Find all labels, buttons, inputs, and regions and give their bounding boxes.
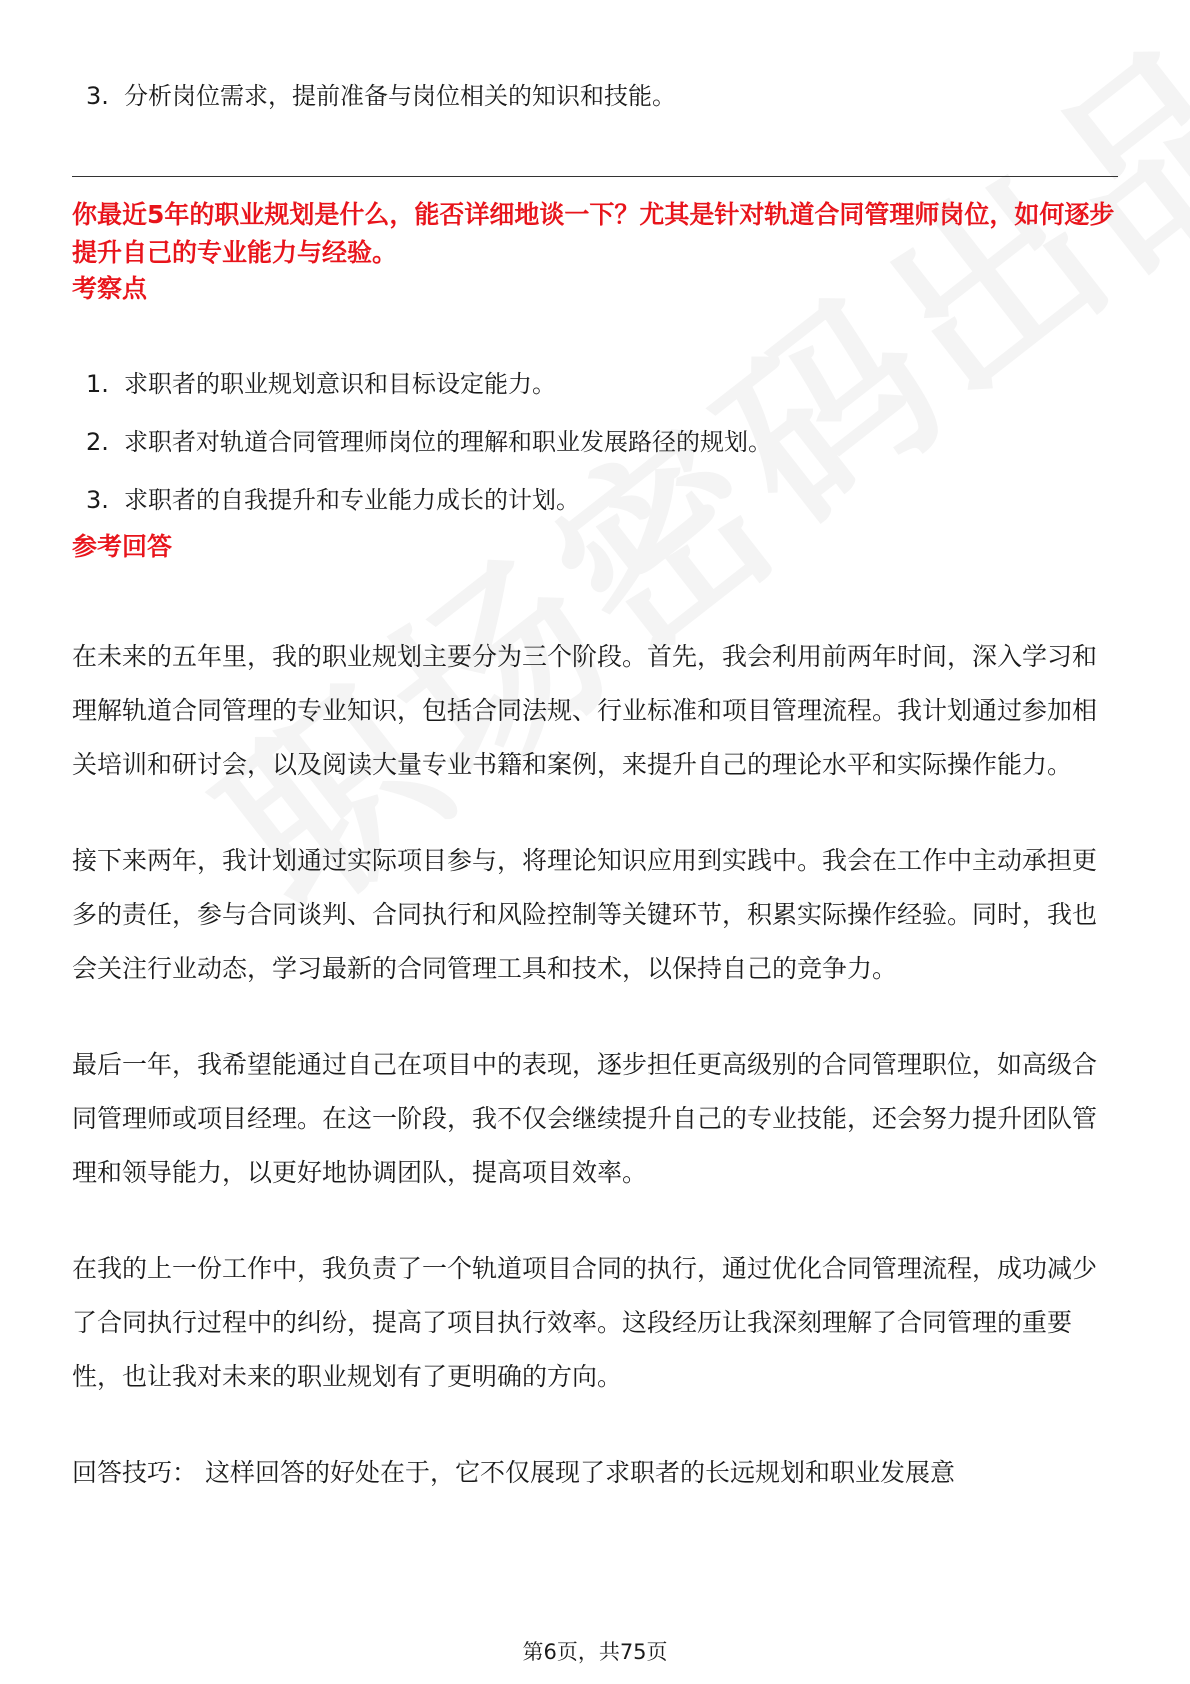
list-text: 分析岗位需求，提前准备与岗位相关的知识和技能。 xyxy=(124,82,676,110)
list-number: 3. xyxy=(86,486,109,514)
list-text: 求职者的职业规划意识和目标设定能力。 xyxy=(124,370,556,398)
list-item xyxy=(72,484,772,516)
answer-paragraph: 在未来的五年里，我的职业规划主要分为三个阶段。首先，我会利用前两年时间，深入学习和理解轨道合同管理的专业知识，包括合同法规、行业标准和项目管理流程。我计划通过参加相关培训和研讨会，以及阅读大量专业书籍和案例，来提升自己的理论水平和实际操作能力。 xyxy=(72,642,1098,779)
list-number: 3. xyxy=(86,82,109,110)
list-text: 求职者对轨道合同管理师岗位的理解和职业发展路径的规划。 xyxy=(124,428,772,456)
list-item xyxy=(72,80,676,112)
answer-paragraph: 最后一年，我希望能通过自己在项目中的表现，逐步担任更高级别的合同管理职位，如高级合同管理师或项目经理。在这一阶段，我不仅会继续提升自己的专业技能，还会努力提升团队管理和领导能力，以更好地协调团队，提高项目效率。 xyxy=(72,1050,1098,1187)
prev-list xyxy=(72,80,676,112)
answer-paragraph: 在我的上一份工作中，我负责了一个轨道项目合同的执行，通过优化合同管理流程，成功减少了合同执行过程中的纠纷，提高了项目执行效率。这段经历让我深刻理解了合同管理的重要性，也让我对未来的职业规划有了更明确的方向。 xyxy=(72,1254,1098,1391)
list-item xyxy=(72,368,772,400)
answer-heading: 参考回答 xyxy=(72,532,173,561)
list-number: 1. xyxy=(86,370,109,398)
list-number: 2. xyxy=(86,428,109,456)
question-title: 你最近5年的职业规划是什么，能否详细地谈一下？尤其是针对轨道合同管理师岗位，如何逐步提升自己的专业能力与经验。 xyxy=(72,200,1115,267)
answer-body xyxy=(72,630,1118,1500)
answer-tip: 回答技巧： 这样回答的好处在于，它不仅展现了求职者的长远规划和职业发展意 xyxy=(72,1458,955,1487)
list-text: 求职者的自我提升和专业能力成长的计划。 xyxy=(124,486,580,514)
list-item xyxy=(72,426,772,458)
answer-paragraph: 接下来两年，我计划通过实际项目参与，将理论知识应用到实践中。我会在工作中主动承担更多的责任，参与合同谈判、合同执行和风险控制等关键环节，积累实际操作经验。同时，我也会关注行业动态，学习最新的合同管理工具和技术，以保持自己的竞争力。 xyxy=(72,846,1098,983)
points-heading: 考察点 xyxy=(72,274,148,303)
divider xyxy=(72,176,1118,177)
points-list xyxy=(72,368,772,542)
page-number: 第6页，共75页 xyxy=(522,1640,668,1664)
